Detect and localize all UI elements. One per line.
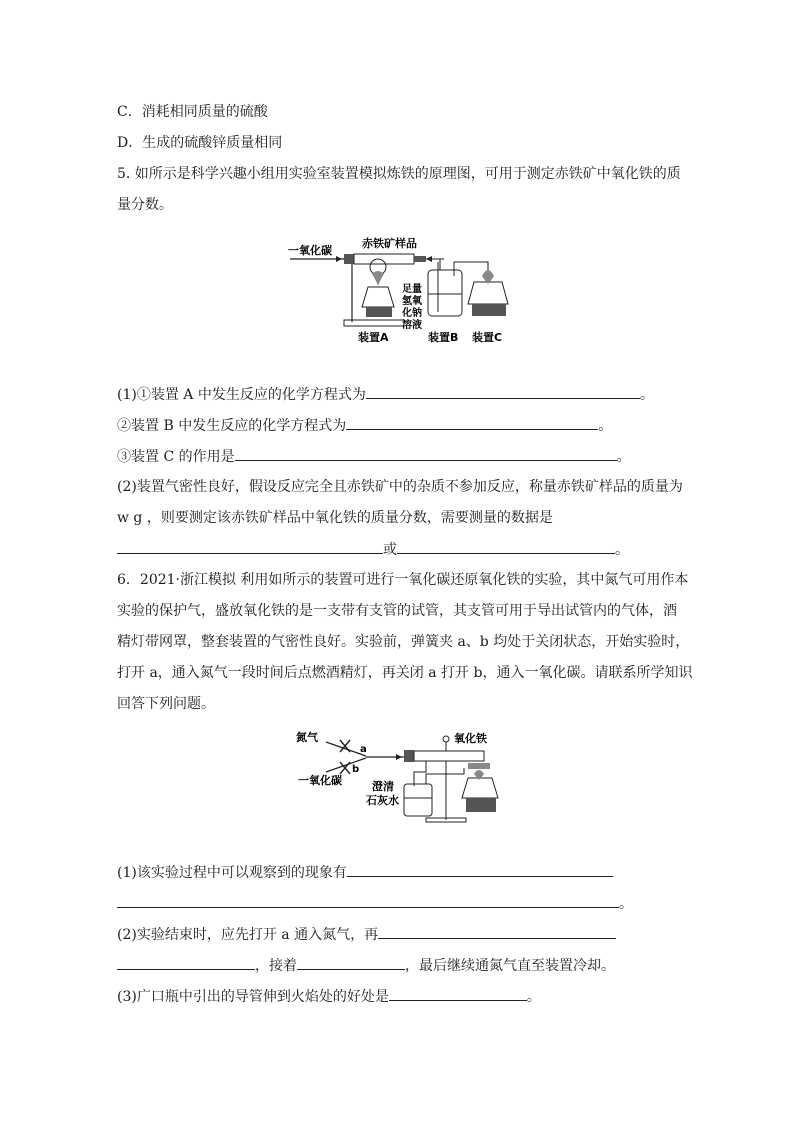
q6-stem-line1: 6．2021·浙江模拟 利用如所示的装置可进行一氧化碳还原氧化铁的实验，其中氮气可用作本 [117,572,689,588]
q6-stem-line5: 回答下列问题。 [117,696,215,712]
q6-stem-line4: 打开 a，通入氮气一段时间后点燃酒精灯，再关闭 a 打开 b，通入一氧化碳。请联系所学知识 [117,665,693,681]
q6-p1-prefix: (1)该实验过程中可以观察到的现象有 [117,865,347,881]
q5-p3-end: 。 [616,449,631,465]
q5-p3-blank[interactable] [235,446,617,461]
q5-p1-prefix: (1)①装置 A 中发生反应的化学方程式为 [117,387,366,403]
q5-p4-or: 或 [383,542,397,558]
q5-p4-end: 。 [615,542,629,558]
q6-p2 [117,924,616,945]
q6-p2-mid: ，接着 [255,958,297,974]
q6-p1-blank-2[interactable] [117,893,619,908]
q5-p1-blank[interactable] [366,384,640,399]
q5-device-a: 装置A [358,331,389,344]
q5-naoh-label-4: 溶液 [402,320,422,331]
q5-device-c: 装置C [472,331,503,344]
q6-p2-blank-1[interactable] [378,924,616,939]
q6-n2-label: 氮气 [296,731,318,744]
q6-p2-end: ，最后继续通氮气直至装置冷却。 [405,958,615,974]
q5-p4-blank-2[interactable] [397,539,615,554]
q4-option-d: D．生成的硫酸锌质量相同 [117,135,283,151]
q5-stem-line2: 量分数。 [117,197,173,213]
q6-stem-line2: 实验的保护气，盛放氧化铁的是一支带有支管的试管，其支管可用于导出试管内的气体，酒 [117,603,677,619]
q6-p3-end: 。 [526,989,541,1005]
q5-p4-blank-1[interactable] [117,539,383,554]
q5-p4-line1: (2)装置气密性良好，假设反应完全且赤铁矿中的杂质不参加反应，称量赤铁矿样品的质量为 [117,479,683,495]
q6-p1-end: 。 [619,896,633,912]
q6-p1-blank-1[interactable] [347,862,613,877]
q6-stem-line3: 精灯带网罩，整套装置的气密性良好。实验前，弹簧夹 a、b 均处于关闭状态，开始实验时， [117,634,690,650]
q6-apparatus-figure [296,728,508,824]
q5-p2-end: 。 [598,418,613,434]
q6-p2-blank-3[interactable] [297,955,405,970]
q5-stem-line1: 5. 如所示是科学兴趣小组用实验室装置模拟炼铁的原理图，可用于测定赤铁矿中氧化铁的质 [117,166,681,182]
q6-p1 [117,862,613,883]
q5-apparatus-figure [288,232,520,350]
q5-p3 [117,446,631,467]
q5-p4-line3 [117,539,629,560]
q5-naoh-label-2: 氢氧 [402,296,422,307]
q6-limewater-1: 澄清 [372,780,394,793]
q6-p2-prefix: (2)实验结束时，应先打开 a 通入氮气，再 [117,927,379,943]
q6-p3 [117,986,541,1007]
q5-co-label: 一氧化碳 [288,244,332,257]
q5-p2-blank[interactable] [346,415,598,430]
q5-p2 [117,415,612,436]
q6-b-label: b [352,764,360,775]
q5-naoh-label-3: 化钠 [402,308,422,319]
q5-p4-line2: w g ，则要测定该赤铁矿样品中氧化铁的质量分数，需要测量的数据是 [117,510,553,526]
q6-limewater-2: 石灰水 [366,794,399,807]
q4-option-c: C．消耗相同质量的硫酸 [117,104,268,120]
q6-p2-line2 [117,955,615,976]
q5-p2-prefix: ②装置 B 中发生反应的化学方程式为 [117,418,347,434]
q5-p1-end: 。 [639,387,654,403]
q6-co-label: 一氧化碳 [298,774,342,787]
q5-device-b: 装置B [428,331,459,344]
q5-p1 [117,384,654,405]
q5-naoh-label-1: 足量 [402,284,422,295]
q6-fe2o3-label: 氧化铁 [454,732,487,745]
q6-p2-blank-2[interactable] [117,955,255,970]
q5-ore-label: 赤铁矿样品 [362,237,417,250]
q6-p3-prefix: (3)广口瓶中引出的导管伸到火焰处的好处是 [117,989,389,1005]
q6-a-label: a [360,744,367,755]
q6-p1-line2 [117,893,633,914]
q5-p3-prefix: ③装置 C 的作用是 [117,449,235,465]
q6-p3-blank[interactable] [389,986,527,1001]
